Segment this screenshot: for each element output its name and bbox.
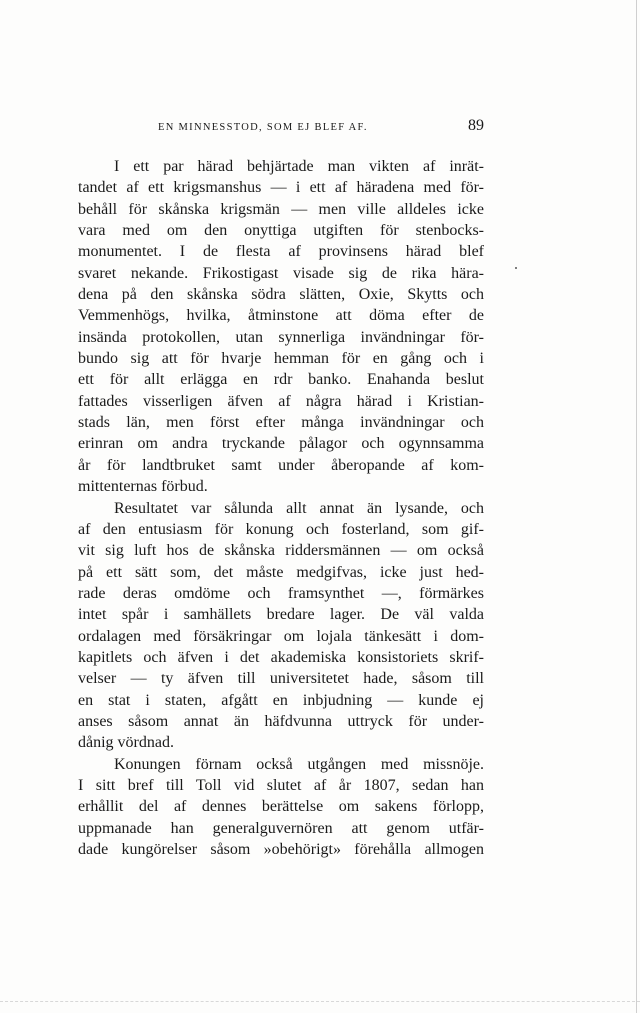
text-line: uppmanade han generalguvernören att genom utfär- — [78, 819, 484, 837]
page-header — [78, 117, 484, 141]
text-line: dena på den skånska södra slätten, Oxie, Skytts och — [78, 286, 484, 304]
text-line: ordalagen med försäkringar om lojala tänkesätt i dom- — [78, 627, 484, 645]
text-line: fattades visserligen äfven af några härad i Kristian- — [78, 392, 484, 410]
page-number: 89 — [468, 117, 484, 134]
running-title: EN MINNESSTOD, SOM EJ BLEF AF. — [158, 122, 368, 133]
text-line: I ett par härad behjärtade man vikten af inrät- — [114, 158, 484, 175]
text-line: stads län, men först efter många invändningar och — [78, 414, 484, 432]
text-line: vara med om den onyttiga utgiften för stenbocks- — [78, 222, 484, 240]
text-line: kapitlets och äfven i det akademiska konsistoriets skrif- — [78, 648, 484, 666]
text-line: år för landtbruket samt under åberopande af kom- — [78, 456, 484, 474]
text-line: dånig vördnad. — [78, 734, 174, 752]
text-line: ett för allt erlägga en rdr banko. Enahanda beslut — [78, 371, 484, 389]
text-line: en stat i staten, afgått en inbjudning — kunde ej — [78, 691, 484, 709]
text-line: intet spår i samhällets bredare lager. De väl valda — [78, 606, 484, 624]
text-line: på ett sätt som, det måste medgifvas, icke just hed- — [78, 563, 484, 581]
text-line: svaret nekande. Frikostigast visade sig de rika härа- — [78, 264, 484, 282]
text-line: tandet af ett krigsmanshus — i ett af häradena med för- — [78, 179, 484, 197]
text-line: dade kungörelser såsom »obehörigt» förehålla allmogen — [78, 841, 484, 858]
text-line: vit sig luft hos de skånska riddersmännen — om också — [78, 542, 484, 560]
text-line: Konungen förnam också utgången med missnöje. — [114, 755, 484, 773]
page-edge-bottom — [0, 1001, 640, 1003]
text-line: insända protokollen, utan synnerliga invändningar för- — [78, 328, 484, 346]
text-line: Resultatet var sålunda allt annat än lysande, och — [114, 499, 484, 517]
text-line: af den entusiasm för konung och fosterland, som gif- — [78, 520, 484, 538]
text-line: erhållit del af dennes berättelse om sakens förlopp, — [78, 798, 484, 816]
body-text — [78, 156, 484, 860]
text-line: rade deras omdöme och framsynthet —, förmärkes — [78, 584, 484, 602]
text-line: behåll för skånska krigsmän — men ville alldeles icke — [78, 200, 484, 218]
paper-speck — [515, 267, 517, 269]
text-line: I sitt bref till Toll vid slutet af år 1807, sedan han — [78, 776, 484, 794]
text-line: velser — ty äfven till universitetet hade, såsom till — [78, 670, 484, 688]
text-line: bundo sig att för hvarje hemman för en gång och i — [78, 350, 484, 368]
page-edge-right — [636, 0, 637, 1013]
text-line: mittenternas förbud. — [78, 478, 208, 496]
text-line: monumentet. I de flesta af provinsens härad blef — [78, 243, 484, 261]
text-line: anses såsom annat än häfdvunna uttryck för under- — [78, 712, 484, 730]
text-line: Vemmenhögs, hvilka, åtminstone att döma efter de — [78, 307, 484, 325]
text-line: erinran om andra tryckande pålagor och ogynnsamma — [78, 435, 484, 453]
